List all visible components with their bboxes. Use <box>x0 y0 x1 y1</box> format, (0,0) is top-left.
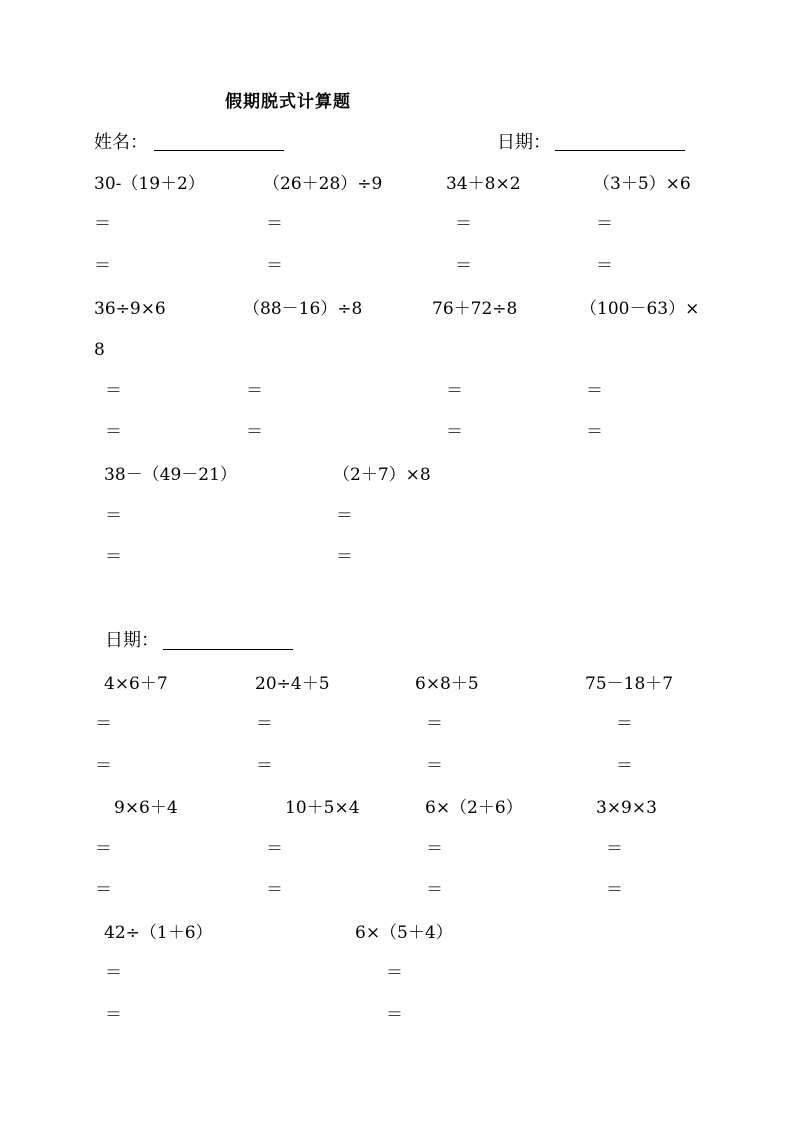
equals-sign: ＝ <box>105 1005 122 1025</box>
name-blank[interactable] <box>154 150 284 151</box>
problem: 75－18＋7 <box>585 674 674 694</box>
equals-sign: ＝ <box>105 547 122 567</box>
problem: 3×9×3 <box>596 798 657 818</box>
date-blank[interactable] <box>555 150 685 151</box>
equals-sign: ＝ <box>446 422 463 442</box>
problem: 10＋5×4 <box>285 798 360 818</box>
problem: 9×6＋4 <box>114 798 178 818</box>
equals-sign: ＝ <box>336 506 353 526</box>
problem: （26＋28）÷9 <box>263 174 383 194</box>
equals-sign: ＝ <box>105 963 122 983</box>
equals-sign: ＝ <box>455 256 472 276</box>
equals-sign: ＝ <box>446 381 463 401</box>
equals-sign: ＝ <box>95 880 112 900</box>
equals-sign: ＝ <box>386 963 403 983</box>
equals-sign: ＝ <box>606 839 623 859</box>
problem: 34＋8×2 <box>446 174 521 194</box>
problem: （3＋5）×6 <box>593 174 691 194</box>
equals-sign: ＝ <box>606 880 623 900</box>
problem: （2＋7）×8 <box>333 465 431 485</box>
equals-sign: ＝ <box>586 381 603 401</box>
equals-sign: ＝ <box>266 214 283 234</box>
problem: 20÷4＋5 <box>255 674 330 694</box>
problem: 30-（19＋2） <box>94 174 205 194</box>
problem: 4×6＋7 <box>104 674 168 694</box>
problem: （100－63）× <box>580 299 700 319</box>
equals-sign: ＝ <box>246 422 263 442</box>
equals-sign: ＝ <box>336 547 353 567</box>
problem: 76＋72÷8 <box>432 299 518 319</box>
equals-sign: ＝ <box>105 506 122 526</box>
section2-date-blank[interactable] <box>163 649 293 650</box>
equals-sign: ＝ <box>616 714 633 734</box>
equals-sign: ＝ <box>256 714 273 734</box>
date-label: 日期： <box>497 132 551 153</box>
problem-continued: 8 <box>94 340 105 360</box>
equals-sign: ＝ <box>95 756 112 776</box>
equals-sign: ＝ <box>256 756 273 776</box>
equals-sign: ＝ <box>386 1005 403 1025</box>
equals-sign: ＝ <box>586 422 603 442</box>
equals-sign: ＝ <box>95 714 112 734</box>
equals-sign: ＝ <box>266 256 283 276</box>
equals-sign: ＝ <box>426 756 443 776</box>
problem: 36÷9×6 <box>94 299 166 319</box>
equals-sign: ＝ <box>426 714 443 734</box>
problem: 38－（49－21） <box>104 465 237 485</box>
section2-date-label: 日期： <box>105 630 159 651</box>
name-label: 姓名： <box>94 132 148 153</box>
equals-sign: ＝ <box>266 839 283 859</box>
equals-sign: ＝ <box>266 880 283 900</box>
equals-sign: ＝ <box>426 880 443 900</box>
equals-sign: ＝ <box>246 381 263 401</box>
equals-sign: ＝ <box>105 381 122 401</box>
page-title: 假期脱式计算题 <box>225 92 351 112</box>
problem: 42÷（1＋6） <box>104 923 213 943</box>
equals-sign: ＝ <box>596 256 613 276</box>
problem: 6×（5＋4） <box>355 923 453 943</box>
equals-sign: ＝ <box>455 214 472 234</box>
problem: （88－16）÷8 <box>243 299 363 319</box>
equals-sign: ＝ <box>426 839 443 859</box>
problem: 6×（2＋6） <box>425 798 523 818</box>
equals-sign: ＝ <box>94 214 111 234</box>
equals-sign: ＝ <box>94 256 111 276</box>
equals-sign: ＝ <box>105 422 122 442</box>
problem: 6×8＋5 <box>415 674 479 694</box>
equals-sign: ＝ <box>596 214 613 234</box>
equals-sign: ＝ <box>95 839 112 859</box>
equals-sign: ＝ <box>616 756 633 776</box>
